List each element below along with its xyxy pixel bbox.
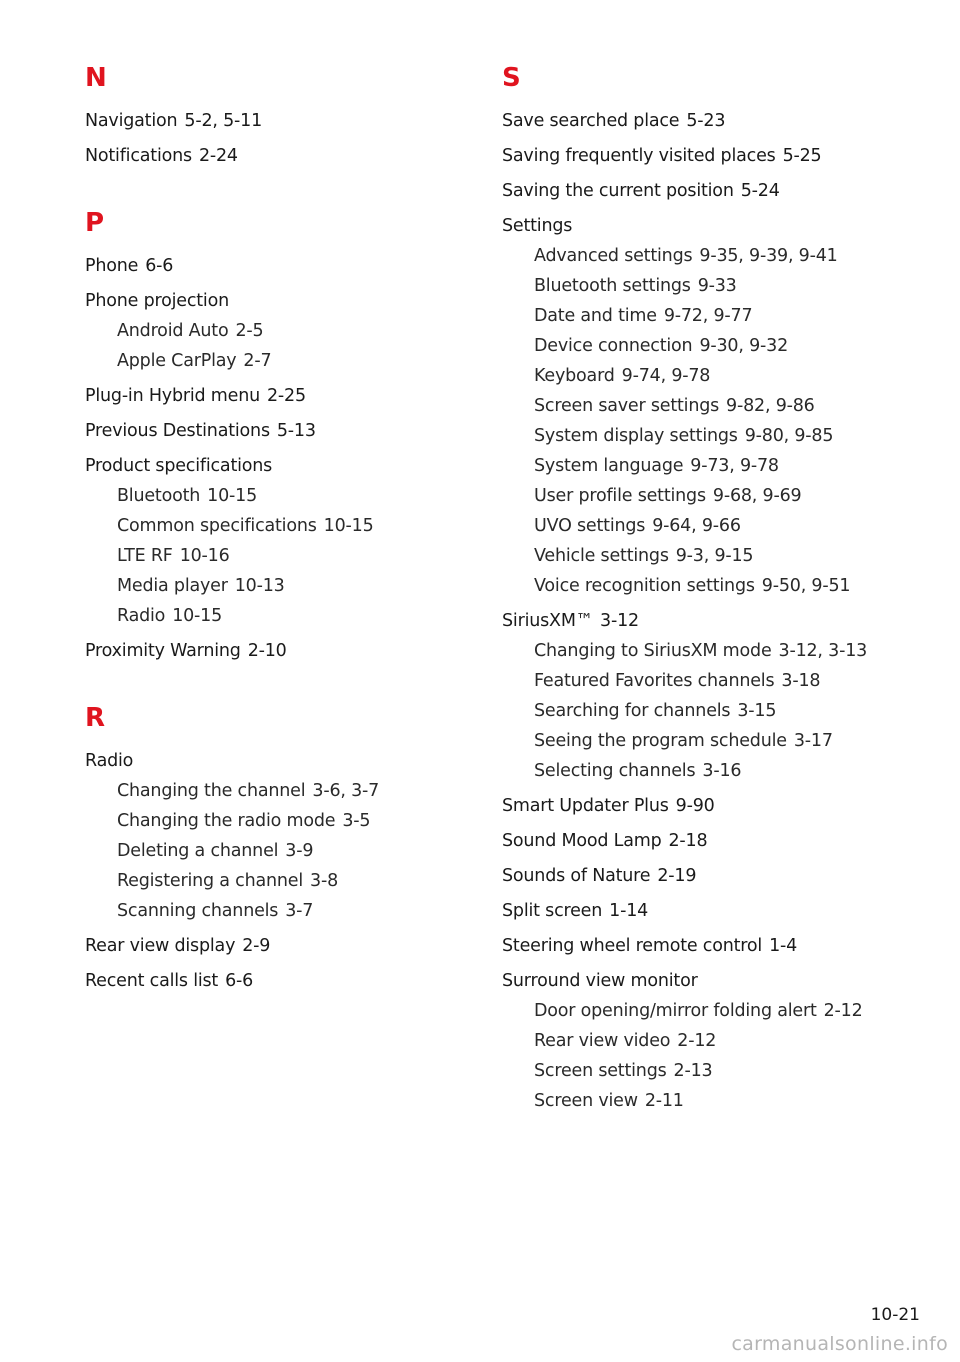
subentry-page-ref: 9-80, 9-85	[744, 426, 834, 446]
subentry-page-ref: 9-74, 9-78	[621, 366, 711, 386]
subentry-page-ref: 9-35, 9-39, 9-41	[699, 246, 838, 266]
subentry-page-ref: 9-82, 9-86	[726, 396, 815, 416]
index-subentry	[502, 669, 922, 693]
subentry-page-ref: 2-7	[243, 351, 272, 371]
entry-page-ref: 5-24	[740, 181, 780, 201]
subentry-term: Searching for channels	[534, 701, 731, 721]
entry-page-ref: 2-19	[657, 866, 697, 886]
entry-page-ref: 5-13	[276, 421, 316, 441]
subentry-term: User profile settings	[534, 486, 706, 506]
subentry-page-ref: 10-15	[207, 486, 258, 506]
index-entry	[85, 109, 465, 133]
subentry-term: System display settings	[534, 426, 738, 446]
entry-term: Settings	[502, 216, 573, 236]
entry-page-ref: 2-18	[668, 831, 708, 851]
subentry-page-ref: 3-16	[702, 761, 742, 781]
index-subentry	[85, 574, 465, 598]
subentry-term: Registering a channel	[117, 871, 304, 891]
subentry-term: Screen view	[534, 1091, 638, 1111]
subentry-term: Featured Favorites channels	[534, 671, 775, 691]
entry-page-ref: 3-12	[600, 611, 639, 631]
subentry-term: Screen saver settings	[534, 396, 720, 416]
entry-page-ref: 1-4	[769, 936, 798, 956]
entry-term: Phone	[85, 256, 139, 276]
entry-term: Plug-in Hybrid menu	[85, 386, 260, 406]
subentry-term: Keyboard	[534, 366, 615, 386]
section-letter: P	[85, 208, 105, 238]
index-column-right	[502, 58, 922, 1113]
index-subentry	[502, 1029, 922, 1053]
index-subentry	[502, 484, 922, 508]
index-subentry	[502, 1059, 922, 1083]
subentry-page-ref: 9-73, 9-78	[690, 456, 779, 476]
subentry-page-ref: 2-13	[673, 1061, 713, 1081]
subentry-term: Screen settings	[534, 1061, 667, 1081]
subentry-page-ref: 3-7	[285, 901, 314, 921]
subentry-term: LTE RF	[117, 546, 173, 566]
page-number: 10-21	[870, 1305, 920, 1325]
subentry-page-ref: 9-68, 9-69	[712, 486, 802, 506]
subentry-page-ref: 9-64, 9-66	[652, 516, 741, 536]
index-section	[85, 698, 465, 993]
entry-page-ref: 6-6	[145, 256, 174, 276]
index-subentry	[502, 394, 922, 418]
section-letter: R	[85, 703, 106, 733]
subentry-term: Android Auto	[117, 321, 229, 341]
index-entry	[502, 934, 922, 958]
index-entry	[85, 289, 465, 313]
index-subentry	[85, 349, 465, 373]
subentry-page-ref: 3-5	[342, 811, 371, 831]
index-subentry	[502, 454, 922, 478]
index-entry	[85, 454, 465, 478]
entry-page-ref: 5-23	[686, 111, 726, 131]
subentry-term: Changing to SiriusXM mode	[534, 641, 772, 661]
index-entry	[85, 254, 465, 278]
entry-term: Smart Updater Plus	[502, 796, 669, 816]
index-entry	[502, 109, 922, 133]
section-letter: S	[502, 63, 521, 93]
subentry-page-ref: 10-15	[172, 606, 223, 626]
entry-term: Proximity Warning	[85, 641, 241, 661]
index-column-left	[85, 58, 465, 993]
subentry-term: Device connection	[534, 336, 693, 356]
entry-term: Saving frequently visited places	[502, 146, 776, 166]
subentry-term: Apple CarPlay	[117, 351, 237, 371]
subentry-term: Common specifications	[117, 516, 317, 536]
subentry-page-ref: 10-15	[323, 516, 374, 536]
index-entry	[502, 214, 922, 238]
subentry-term: Media player	[117, 576, 228, 596]
watermark: carmanualsonline.info	[731, 1333, 948, 1355]
subentry-page-ref: 9-72, 9-77	[663, 306, 753, 326]
subentry-term: Advanced settings	[534, 246, 693, 266]
index-subentry	[85, 319, 465, 343]
index-subentry	[502, 1089, 922, 1113]
index-subentry	[502, 544, 922, 568]
subentry-page-ref: 3-9	[285, 841, 314, 861]
subentry-page-ref: 3-6, 3-7	[312, 781, 380, 801]
entry-term: Steering wheel remote control	[502, 936, 763, 956]
index-subentry	[502, 274, 922, 298]
index-subentry	[85, 869, 465, 893]
subentry-page-ref: 9-30, 9-32	[699, 336, 788, 356]
subentry-term: Bluetooth settings	[534, 276, 691, 296]
entry-page-ref: 2-24	[198, 146, 238, 166]
index-subentry	[502, 759, 922, 783]
subentry-term: Rear view video	[534, 1031, 671, 1051]
subentry-term: Scanning channels	[117, 901, 279, 921]
subentry-term: Door opening/mirror folding alert	[534, 1001, 817, 1021]
subentry-term: Date and time	[534, 306, 657, 326]
entry-term: Radio	[85, 751, 134, 771]
index-subentry	[502, 729, 922, 753]
subentry-page-ref: 2-12	[823, 1001, 863, 1021]
index-subentry	[85, 809, 465, 833]
index-subentry	[85, 544, 465, 568]
entry-page-ref: 9-90	[675, 796, 715, 816]
subentry-page-ref: 3-8	[310, 871, 338, 891]
index-subentry	[502, 424, 922, 448]
entry-term: Rear view display	[85, 936, 236, 956]
index-entry	[85, 749, 465, 773]
subentry-term: Changing the radio mode	[117, 811, 336, 831]
index-subentry	[85, 779, 465, 803]
entry-page-ref: 2-10	[247, 641, 287, 661]
subentry-page-ref: 3-15	[737, 701, 777, 721]
index-subentry	[502, 574, 922, 598]
entry-page-ref: 6-6	[225, 971, 254, 991]
index-entry	[502, 829, 922, 853]
entry-page-ref: 2-9	[242, 936, 271, 956]
index-subentry	[502, 999, 922, 1023]
entry-term: Sounds of Nature	[502, 866, 651, 886]
index-section	[85, 58, 465, 168]
subentry-term: Radio	[117, 606, 166, 626]
index-entry	[502, 969, 922, 993]
subentry-page-ref: 9-50, 9-51	[761, 576, 851, 596]
index-entry	[502, 144, 922, 168]
index-entry	[85, 934, 465, 958]
entry-term: Surround view monitor	[502, 971, 698, 991]
subentry-term: Deleting a channel	[117, 841, 279, 861]
index-entry	[85, 639, 465, 663]
subentry-page-ref: 9-3, 9-15	[675, 546, 754, 566]
index-subentry	[502, 244, 922, 268]
subentry-page-ref: 2-11	[644, 1091, 684, 1111]
index-subentry	[85, 839, 465, 863]
index-entry	[502, 794, 922, 818]
subentry-page-ref: 3-18	[781, 671, 821, 691]
subentry-term: Voice recognition settings	[534, 576, 755, 596]
subentry-page-ref: 9-33	[697, 276, 737, 296]
entry-term: Saving the current position	[502, 181, 734, 201]
entry-term: Phone projection	[85, 291, 229, 311]
index-subentry	[502, 639, 922, 663]
index-subentry	[502, 514, 922, 538]
index-subentry	[502, 304, 922, 328]
subentry-page-ref: 10-13	[234, 576, 285, 596]
section-letter: N	[85, 63, 107, 93]
index-subentry	[85, 604, 465, 628]
entry-term: Recent calls list	[85, 971, 219, 991]
subentry-page-ref: 3-17	[793, 731, 833, 751]
index-entry	[502, 609, 922, 633]
entry-term: Save searched place	[502, 111, 680, 131]
index-entry	[85, 969, 465, 993]
subentry-page-ref: 3-12, 3-13	[778, 641, 868, 661]
entry-term: Product specifications	[85, 456, 273, 476]
entry-term: Navigation	[85, 111, 178, 131]
entry-term: SiriusXM™	[502, 611, 594, 631]
index-entry	[502, 179, 922, 203]
index-subentry	[502, 334, 922, 358]
index-entry	[502, 899, 922, 923]
entry-page-ref: 5-25	[782, 146, 822, 166]
index-subentry	[502, 364, 922, 388]
index-subentry	[85, 514, 465, 538]
index-entry	[85, 384, 465, 408]
subentry-page-ref: 10-16	[179, 546, 230, 566]
index-entry	[502, 864, 922, 888]
entry-page-ref: 2-25	[267, 386, 306, 406]
subentry-term: Changing the channel	[117, 781, 306, 801]
entry-term: Split screen	[502, 901, 603, 921]
entry-page-ref: 1-14	[609, 901, 649, 921]
subentry-page-ref: 2-12	[677, 1031, 717, 1051]
subentry-term: System language	[534, 456, 684, 476]
subentry-page-ref: 2-5	[235, 321, 264, 341]
index-subentry	[85, 899, 465, 923]
entry-page-ref: 5-2, 5-11	[184, 111, 263, 131]
entry-term: Sound Mood Lamp	[502, 831, 662, 851]
index-entry	[85, 144, 465, 168]
index-section	[85, 203, 465, 663]
entry-term: Previous Destinations	[85, 421, 270, 441]
index-entry	[85, 419, 465, 443]
subentry-term: Seeing the program schedule	[534, 731, 787, 751]
subentry-term: UVO settings	[534, 516, 646, 536]
subentry-term: Bluetooth	[117, 486, 201, 506]
entry-term: Notifications	[85, 146, 192, 166]
subentry-term: Selecting channels	[534, 761, 696, 781]
index-subentry	[502, 699, 922, 723]
subentry-term: Vehicle settings	[534, 546, 669, 566]
index-subentry	[85, 484, 465, 508]
index-section	[502, 58, 922, 1113]
